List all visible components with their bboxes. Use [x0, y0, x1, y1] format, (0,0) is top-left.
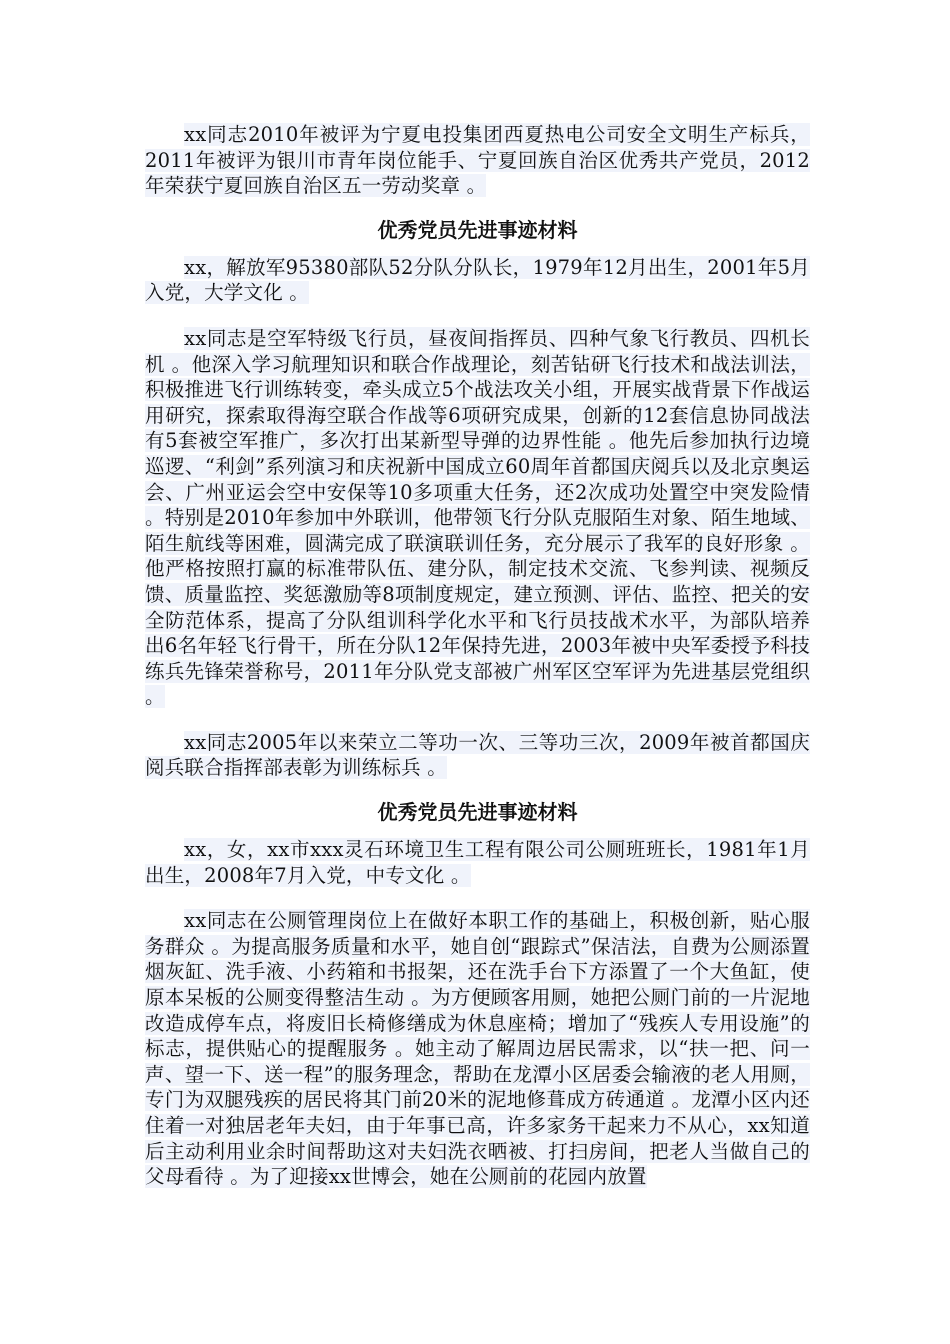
paragraph-profile-2: xx，女，xx市xxx灵石环境卫生工程有限公司公厕班班长，1981年1月出生，2008年7月入党，中专文化 。 — [145, 838, 810, 887]
document-page — [145, 122, 810, 1200]
paragraph-deeds-2: xx同志在公厕管理岗位上在做好本职工作的基础上，积极创新，贴心服务群众 。为提高服务质量和水平，她自创“跟踪式”保洁法，自费为公厕添置烟灰缸、洗手液、小药箱和书报架，还在洗手台下方添置了一个大鱼缸，使原本呆板的公厕变得整洁生动 。为方便顾客用厕，她把公厕门前的一片泥地改造成停车点，将废旧长椅修缮成为休息座椅；增加了“残疾人专用设施”的标志，提供贴心的提醒服务 。她主动了解周边居民需求，以“扶一把、问一声、望一下、送一程”的服务理念，帮助在龙潭小区居委会输液的老人用厕，专门为双腿残疾的居民将其门前20米的泥地修葺成方砖通道 。龙潭小区内还住着一对独居老年夫妇，由于年事已高，许多家务干起来力不从心，xx知道后主动利用业余时间帮助这对夫妇洗衣晒被、打扫房间，把老人当做自己的父母看待 。为了迎接xx世博会，她在公厕前的花园内放置 — [145, 909, 810, 1189]
paragraph-awards-1: xx同志2010年被评为宁夏电投集团西夏热电公司安全文明生产标兵，2011年被评为银川市青年岗位能手、宁夏回族自治区优秀共产党员，2012年荣获宁夏回族自治区五一劳动奖章 。 — [145, 123, 810, 198]
section-heading-1: 优秀党员先进事迹材料 — [377, 217, 578, 242]
paragraph-profile-1: xx，解放军95380部队52分队分队长，1979年12月出生，2001年5月入党，大学文化 。 — [145, 255, 810, 305]
paragraph-deeds-1: xx同志是空军特级飞行员，昼夜间指挥员、四种气象飞行教员、四机长机 。他深入学习航理知识和联合作战理论，刻苦钻研飞行技术和战法训法，积极推进飞行训练转变，牵头成立5个战法攻关小组，开展实战背景下作战运用研究，探索取得海空联合作战等6项研究成果，创新的12套信息协同战法有5套被空军推广，多次打出某新型导弹的边界性能 。他先后参加执行边境巡逻、“利剑”系列演习和庆祝新中国成立60周年首都国庆阅兵以及北京奥运会、广州亚运会空中安保等10多项重大任务，还2次成功处置空中突发险情 。特别是2010年参加中外联训，他带领飞行分队克服陌生对象、陌生地域、陌生航线等困难，圆满完成了联演联训任务，充分展示了我军的良好形象 。他严格按照打赢的标准带队伍、建分队，制定技术交流、飞参判读、视频反馈、质量监控、奖惩激励等8项制度规定，建立预测、评估、监控、把关的安全防范体系，提高了分队组训科学化水平和飞行员技战术水平，为部队培养出6名年轻飞行骨干，所在分队12年保持先进，2003年被中央军委授予科技练兵先锋荣誉称号，2011年分队党支部被广州军区空军评为先进基层党组织 。 — [145, 326, 810, 709]
section-heading-2: 优秀党员先进事迹材料 — [377, 800, 578, 825]
paragraph-awards-2: xx同志2005年以来荣立二等功一次、三等功三次，2009年被首都国庆阅兵联合指挥部表彰为训练标兵 。 — [145, 730, 810, 780]
